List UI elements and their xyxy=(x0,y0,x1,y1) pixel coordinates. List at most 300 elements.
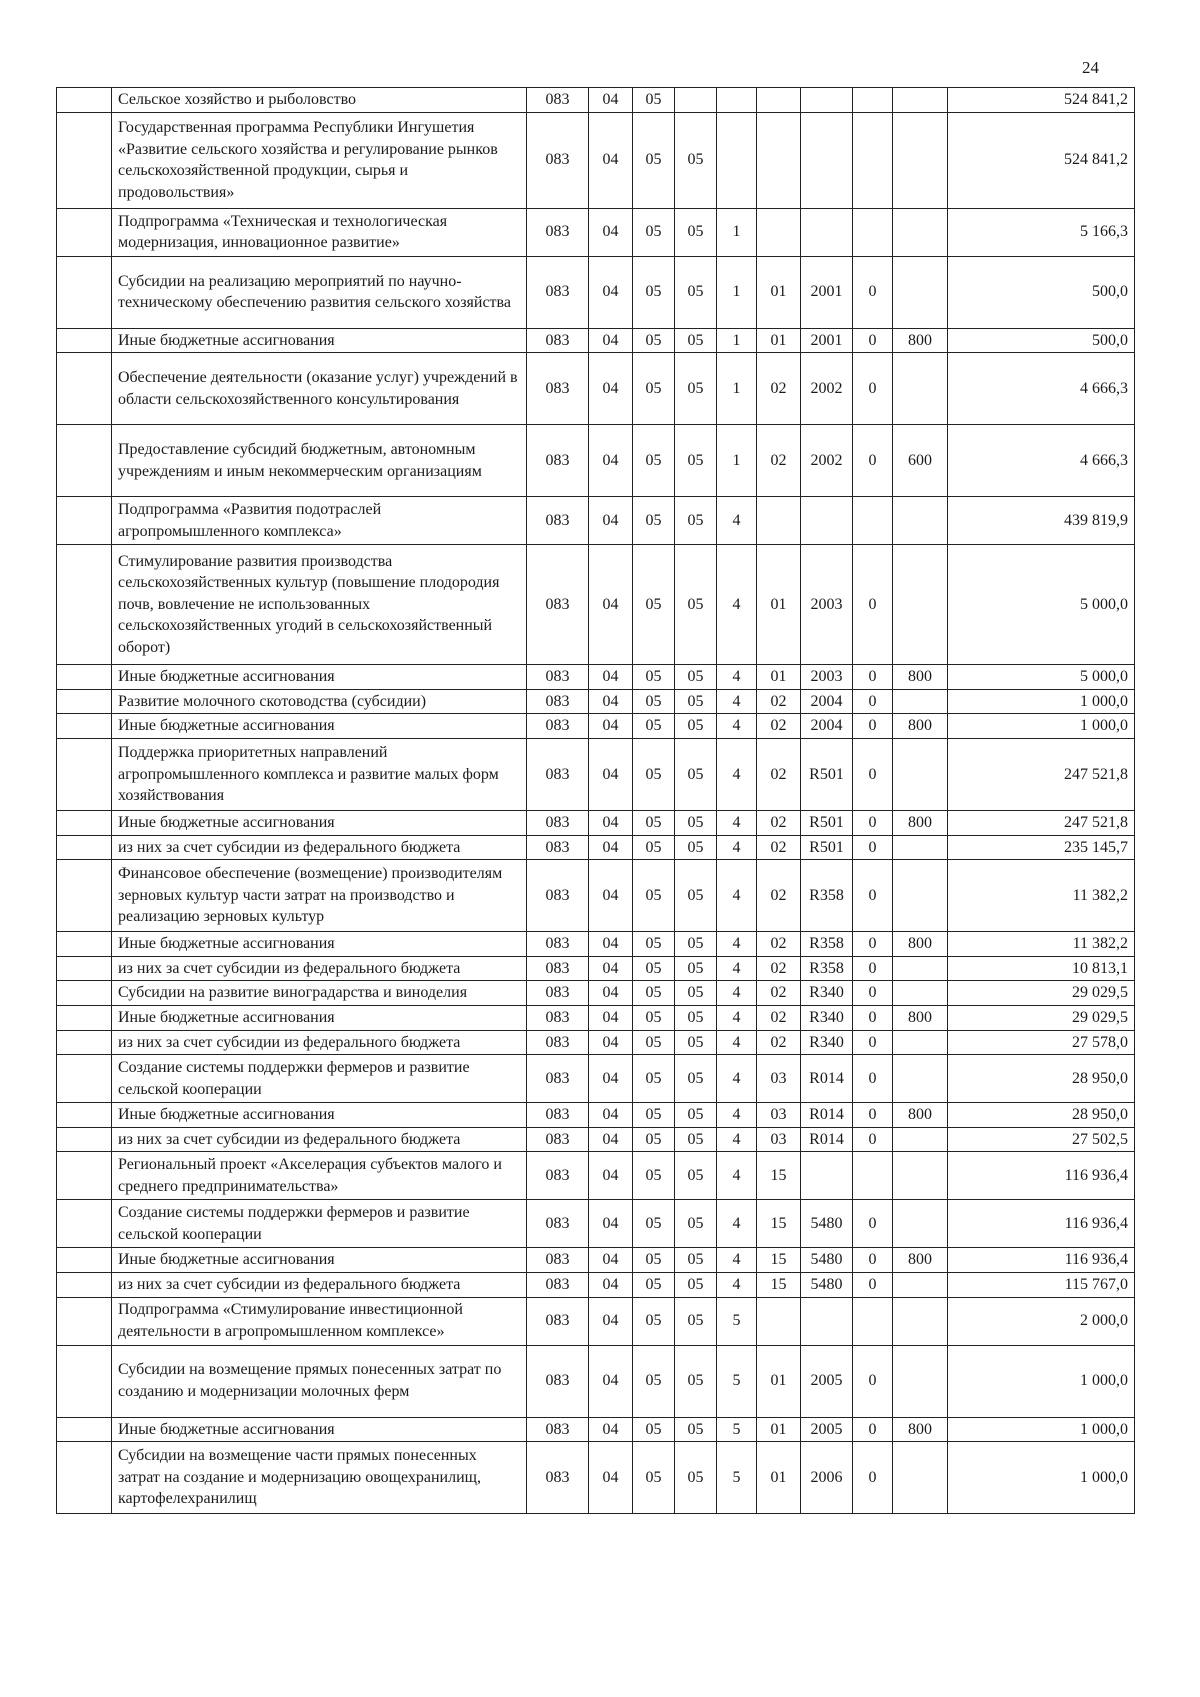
code-cell-c7: 5480 xyxy=(801,1272,853,1297)
code-cell-c7: 2004 xyxy=(801,689,853,714)
code-cell-c9: 800 xyxy=(893,1248,948,1273)
table-row xyxy=(57,1103,1135,1128)
code-cell-c9 xyxy=(893,738,948,810)
code-cell-c5: 4 xyxy=(717,1030,757,1055)
code-cell-c5: 4 xyxy=(717,1248,757,1273)
code-cell-c7: 2003 xyxy=(801,545,853,665)
code-cell-c2: 04 xyxy=(589,1030,633,1055)
code-cell-c2: 04 xyxy=(589,1345,633,1417)
row-index-cell xyxy=(57,1248,112,1273)
code-cell-c2: 04 xyxy=(589,689,633,714)
code-cell-c8: 0 xyxy=(853,425,893,497)
item-name-cell: Субсидии на развитие виноградарства и виноделия xyxy=(112,981,527,1006)
item-name-cell: Обеспечение деятельности (оказание услуг) учреждений в области сельскохозяйственного консультирования xyxy=(112,353,527,425)
code-cell-c2: 04 xyxy=(589,112,633,208)
row-index-cell xyxy=(57,1103,112,1128)
code-cell-c3: 05 xyxy=(633,1297,675,1345)
code-cell-c4: 05 xyxy=(675,112,717,208)
row-index-cell xyxy=(57,835,112,860)
code-cell-c7: 2003 xyxy=(801,665,853,690)
code-cell-c8: 0 xyxy=(853,738,893,810)
table-row xyxy=(57,860,1135,932)
code-cell-c2: 04 xyxy=(589,1200,633,1248)
code-cell-c3: 05 xyxy=(633,88,675,113)
code-cell-c1: 083 xyxy=(527,497,589,545)
budget-table-body xyxy=(57,88,1135,1514)
code-cell-c7: R358 xyxy=(801,956,853,981)
code-cell-c8 xyxy=(853,112,893,208)
row-index-cell xyxy=(57,1030,112,1055)
code-cell-c3: 05 xyxy=(633,714,675,739)
code-cell-c4: 05 xyxy=(675,689,717,714)
code-cell-c9: 800 xyxy=(893,1005,948,1030)
code-cell-c5: 5 xyxy=(717,1345,757,1417)
code-cell-c5: 4 xyxy=(717,545,757,665)
code-cell-c2: 04 xyxy=(589,1297,633,1345)
code-cell-c1: 083 xyxy=(527,1417,589,1442)
code-cell-c5: 5 xyxy=(717,1297,757,1345)
code-cell-c5: 4 xyxy=(717,1127,757,1152)
code-cell-c2: 04 xyxy=(589,860,633,932)
code-cell-c4: 05 xyxy=(675,353,717,425)
code-cell-c9: 800 xyxy=(893,810,948,835)
amount-cell: 524 841,2 xyxy=(948,88,1135,113)
code-cell-c5: 4 xyxy=(717,1005,757,1030)
code-cell-c9: 800 xyxy=(893,714,948,739)
code-cell-c4 xyxy=(675,88,717,113)
amount-cell: 247 521,8 xyxy=(948,738,1135,810)
amount-cell: 1 000,0 xyxy=(948,1417,1135,1442)
code-cell-c6 xyxy=(757,208,801,256)
code-cell-c8: 0 xyxy=(853,1103,893,1128)
table-row xyxy=(57,738,1135,810)
code-cell-c4: 05 xyxy=(675,1442,717,1514)
code-cell-c3: 05 xyxy=(633,1345,675,1417)
item-name-cell: Иные бюджетные ассигнования xyxy=(112,665,527,690)
item-name-cell: из них за счет субсидии из федерального бюджета xyxy=(112,956,527,981)
code-cell-c4: 05 xyxy=(675,738,717,810)
code-cell-c8 xyxy=(853,88,893,113)
code-cell-c7 xyxy=(801,208,853,256)
code-cell-c8: 0 xyxy=(853,810,893,835)
code-cell-c7: 2002 xyxy=(801,353,853,425)
code-cell-c8: 0 xyxy=(853,981,893,1006)
code-cell-c6: 02 xyxy=(757,1030,801,1055)
code-cell-c9 xyxy=(893,497,948,545)
code-cell-c8: 0 xyxy=(853,1030,893,1055)
code-cell-c7: 2001 xyxy=(801,328,853,353)
code-cell-c6: 02 xyxy=(757,425,801,497)
code-cell-c1: 083 xyxy=(527,208,589,256)
code-cell-c8: 0 xyxy=(853,956,893,981)
code-cell-c3: 05 xyxy=(633,497,675,545)
code-cell-c3: 05 xyxy=(633,1152,675,1200)
amount-cell: 439 819,9 xyxy=(948,497,1135,545)
code-cell-c2: 04 xyxy=(589,665,633,690)
code-cell-c3: 05 xyxy=(633,665,675,690)
code-cell-c8: 0 xyxy=(853,353,893,425)
table-row xyxy=(57,956,1135,981)
table-row xyxy=(57,1127,1135,1152)
code-cell-c1: 083 xyxy=(527,353,589,425)
code-cell-c5: 4 xyxy=(717,665,757,690)
code-cell-c6: 02 xyxy=(757,956,801,981)
budget-table xyxy=(56,87,1135,1514)
code-cell-c3: 05 xyxy=(633,1005,675,1030)
code-cell-c1: 083 xyxy=(527,714,589,739)
item-name-cell: Финансовое обеспечение (возмещение) производителям зерновых культур части затрат на производство и реализацию зерновых культур xyxy=(112,860,527,932)
code-cell-c8: 0 xyxy=(853,1272,893,1297)
code-cell-c2: 04 xyxy=(589,545,633,665)
code-cell-c6: 01 xyxy=(757,1345,801,1417)
item-name-cell: Создание системы поддержки фермеров и развитие сельской кооперации xyxy=(112,1200,527,1248)
row-index-cell xyxy=(57,1152,112,1200)
code-cell-c5 xyxy=(717,88,757,113)
amount-cell: 29 029,5 xyxy=(948,1005,1135,1030)
code-cell-c3: 05 xyxy=(633,956,675,981)
table-row xyxy=(57,1030,1135,1055)
code-cell-c9 xyxy=(893,689,948,714)
code-cell-c3: 05 xyxy=(633,1417,675,1442)
row-index-cell xyxy=(57,425,112,497)
code-cell-c3: 05 xyxy=(633,545,675,665)
code-cell-c9: 800 xyxy=(893,1103,948,1128)
code-cell-c1: 083 xyxy=(527,1103,589,1128)
row-index-cell xyxy=(57,1272,112,1297)
amount-cell: 10 813,1 xyxy=(948,956,1135,981)
amount-cell: 5 000,0 xyxy=(948,545,1135,665)
code-cell-c2: 04 xyxy=(589,328,633,353)
row-index-cell xyxy=(57,932,112,957)
code-cell-c2: 04 xyxy=(589,353,633,425)
amount-cell: 27 502,5 xyxy=(948,1127,1135,1152)
code-cell-c1: 083 xyxy=(527,689,589,714)
row-index-cell xyxy=(57,714,112,739)
row-index-cell xyxy=(57,497,112,545)
code-cell-c3: 05 xyxy=(633,1103,675,1128)
table-row xyxy=(57,1345,1135,1417)
code-cell-c6: 02 xyxy=(757,714,801,739)
code-cell-c6: 01 xyxy=(757,328,801,353)
row-index-cell xyxy=(57,112,112,208)
code-cell-c5: 4 xyxy=(717,1055,757,1103)
code-cell-c6: 02 xyxy=(757,689,801,714)
table-row xyxy=(57,88,1135,113)
row-index-cell xyxy=(57,860,112,932)
code-cell-c6: 15 xyxy=(757,1200,801,1248)
code-cell-c1: 083 xyxy=(527,328,589,353)
code-cell-c3: 05 xyxy=(633,425,675,497)
code-cell-c2: 04 xyxy=(589,1152,633,1200)
item-name-cell: Сельское хозяйство и рыболовство xyxy=(112,88,527,113)
table-row xyxy=(57,714,1135,739)
code-cell-c1: 083 xyxy=(527,1345,589,1417)
code-cell-c5: 1 xyxy=(717,256,757,328)
code-cell-c2: 04 xyxy=(589,1005,633,1030)
table-row xyxy=(57,208,1135,256)
item-name-cell: Развитие молочного скотоводства (субсидии) xyxy=(112,689,527,714)
item-name-cell: Иные бюджетные ассигнования xyxy=(112,810,527,835)
table-row xyxy=(57,545,1135,665)
code-cell-c9 xyxy=(893,353,948,425)
code-cell-c2: 04 xyxy=(589,1417,633,1442)
code-cell-c5: 4 xyxy=(717,932,757,957)
code-cell-c4: 05 xyxy=(675,1152,717,1200)
code-cell-c9 xyxy=(893,256,948,328)
item-name-cell: Иные бюджетные ассигнования xyxy=(112,1103,527,1128)
code-cell-c9 xyxy=(893,981,948,1006)
code-cell-c5: 1 xyxy=(717,353,757,425)
code-cell-c7: R501 xyxy=(801,738,853,810)
code-cell-c6 xyxy=(757,88,801,113)
code-cell-c1: 083 xyxy=(527,860,589,932)
table-row xyxy=(57,353,1135,425)
code-cell-c2: 04 xyxy=(589,932,633,957)
code-cell-c6: 03 xyxy=(757,1127,801,1152)
code-cell-c6 xyxy=(757,112,801,208)
code-cell-c7: R014 xyxy=(801,1103,853,1128)
code-cell-c5: 4 xyxy=(717,1152,757,1200)
amount-cell: 247 521,8 xyxy=(948,810,1135,835)
code-cell-c5: 4 xyxy=(717,810,757,835)
code-cell-c9 xyxy=(893,112,948,208)
code-cell-c3: 05 xyxy=(633,1248,675,1273)
code-cell-c2: 04 xyxy=(589,1127,633,1152)
amount-cell: 1 000,0 xyxy=(948,714,1135,739)
item-name-cell: Иные бюджетные ассигнования xyxy=(112,714,527,739)
code-cell-c3: 05 xyxy=(633,932,675,957)
code-cell-c8 xyxy=(853,1297,893,1345)
code-cell-c8: 0 xyxy=(853,1442,893,1514)
code-cell-c4: 05 xyxy=(675,1272,717,1297)
code-cell-c1: 083 xyxy=(527,88,589,113)
code-cell-c8: 0 xyxy=(853,1248,893,1273)
table-row xyxy=(57,328,1135,353)
table-row xyxy=(57,810,1135,835)
table-row xyxy=(57,497,1135,545)
code-cell-c3: 05 xyxy=(633,1200,675,1248)
amount-cell: 27 578,0 xyxy=(948,1030,1135,1055)
table-row xyxy=(57,112,1135,208)
table-row xyxy=(57,1152,1135,1200)
code-cell-c7: R340 xyxy=(801,1005,853,1030)
item-name-cell: Иные бюджетные ассигнования xyxy=(112,1248,527,1273)
code-cell-c7: 2001 xyxy=(801,256,853,328)
code-cell-c8: 0 xyxy=(853,545,893,665)
item-name-cell: Иные бюджетные ассигнования xyxy=(112,1417,527,1442)
code-cell-c5: 1 xyxy=(717,208,757,256)
code-cell-c9 xyxy=(893,1442,948,1514)
item-name-cell: Иные бюджетные ассигнования xyxy=(112,1005,527,1030)
item-name-cell: Предоставление субсидий бюджетным, автономным учреждениям и иным некоммерческим организациям xyxy=(112,425,527,497)
code-cell-c4: 05 xyxy=(675,714,717,739)
code-cell-c7: 2005 xyxy=(801,1345,853,1417)
code-cell-c8 xyxy=(853,497,893,545)
code-cell-c6: 01 xyxy=(757,1417,801,1442)
code-cell-c2: 04 xyxy=(589,738,633,810)
code-cell-c9 xyxy=(893,1030,948,1055)
item-name-cell: Государственная программа Республики Ингушетия «Развитие сельского хозяйства и регулирование рынков сельскохозяйственной продукции, сырья и продовольствия» xyxy=(112,112,527,208)
code-cell-c6: 03 xyxy=(757,1055,801,1103)
code-cell-c8 xyxy=(853,208,893,256)
code-cell-c4: 05 xyxy=(675,1055,717,1103)
code-cell-c6: 01 xyxy=(757,256,801,328)
code-cell-c7: 2004 xyxy=(801,714,853,739)
code-cell-c9: 800 xyxy=(893,665,948,690)
code-cell-c9 xyxy=(893,860,948,932)
code-cell-c6: 02 xyxy=(757,810,801,835)
item-name-cell: из них за счет субсидии из федерального бюджета xyxy=(112,1272,527,1297)
code-cell-c1: 083 xyxy=(527,1152,589,1200)
code-cell-c2: 04 xyxy=(589,208,633,256)
code-cell-c8: 0 xyxy=(853,1127,893,1152)
code-cell-c5: 4 xyxy=(717,738,757,810)
code-cell-c7 xyxy=(801,1297,853,1345)
code-cell-c7: 5480 xyxy=(801,1200,853,1248)
code-cell-c4: 05 xyxy=(675,1103,717,1128)
code-cell-c2: 04 xyxy=(589,835,633,860)
amount-cell: 524 841,2 xyxy=(948,112,1135,208)
amount-cell: 500,0 xyxy=(948,256,1135,328)
code-cell-c5: 4 xyxy=(717,956,757,981)
code-cell-c7: R340 xyxy=(801,981,853,1006)
code-cell-c1: 083 xyxy=(527,1248,589,1273)
code-cell-c7: R501 xyxy=(801,810,853,835)
amount-cell: 4 666,3 xyxy=(948,425,1135,497)
table-row xyxy=(57,689,1135,714)
code-cell-c1: 083 xyxy=(527,1030,589,1055)
amount-cell: 4 666,3 xyxy=(948,353,1135,425)
code-cell-c8: 0 xyxy=(853,1200,893,1248)
code-cell-c2: 04 xyxy=(589,1248,633,1273)
code-cell-c9 xyxy=(893,1345,948,1417)
item-name-cell: Поддержка приоритетных направлений агропромышленного комплекса и развитие малых форм хозяйствования xyxy=(112,738,527,810)
code-cell-c3: 05 xyxy=(633,981,675,1006)
amount-cell: 5 000,0 xyxy=(948,665,1135,690)
code-cell-c9: 800 xyxy=(893,932,948,957)
amount-cell: 500,0 xyxy=(948,328,1135,353)
code-cell-c5: 4 xyxy=(717,1272,757,1297)
row-index-cell xyxy=(57,1127,112,1152)
code-cell-c5: 1 xyxy=(717,425,757,497)
code-cell-c3: 05 xyxy=(633,738,675,810)
code-cell-c3: 05 xyxy=(633,353,675,425)
code-cell-c9 xyxy=(893,1200,948,1248)
code-cell-c5: 4 xyxy=(717,714,757,739)
code-cell-c1: 083 xyxy=(527,1200,589,1248)
code-cell-c4: 05 xyxy=(675,328,717,353)
row-index-cell xyxy=(57,256,112,328)
code-cell-c7 xyxy=(801,497,853,545)
table-row xyxy=(57,835,1135,860)
code-cell-c8: 0 xyxy=(853,860,893,932)
code-cell-c2: 04 xyxy=(589,1272,633,1297)
row-index-cell xyxy=(57,1005,112,1030)
row-index-cell xyxy=(57,1345,112,1417)
code-cell-c3: 05 xyxy=(633,810,675,835)
code-cell-c4: 05 xyxy=(675,1297,717,1345)
amount-cell: 1 000,0 xyxy=(948,1345,1135,1417)
page-number: 24 xyxy=(1082,58,1099,77)
table-row xyxy=(57,1248,1135,1273)
item-name-cell: Подпрограмма «Стимулирование инвестиционной деятельности в агропромышленном комплексе» xyxy=(112,1297,527,1345)
table-row xyxy=(57,1417,1135,1442)
code-cell-c1: 083 xyxy=(527,256,589,328)
code-cell-c5: 4 xyxy=(717,689,757,714)
code-cell-c4: 05 xyxy=(675,956,717,981)
code-cell-c7: R358 xyxy=(801,932,853,957)
table-row xyxy=(57,665,1135,690)
amount-cell: 1 000,0 xyxy=(948,689,1135,714)
code-cell-c5: 4 xyxy=(717,1200,757,1248)
code-cell-c6: 02 xyxy=(757,981,801,1006)
code-cell-c2: 04 xyxy=(589,1442,633,1514)
code-cell-c9 xyxy=(893,1055,948,1103)
code-cell-c6: 02 xyxy=(757,860,801,932)
code-cell-c3: 05 xyxy=(633,860,675,932)
code-cell-c7: 2002 xyxy=(801,425,853,497)
row-index-cell xyxy=(57,1297,112,1345)
code-cell-c4: 05 xyxy=(675,208,717,256)
item-name-cell: Субсидии на возмещение прямых понесенных затрат по созданию и модернизации молочных ферм xyxy=(112,1345,527,1417)
row-index-cell xyxy=(57,665,112,690)
code-cell-c3: 05 xyxy=(633,208,675,256)
amount-cell: 2 000,0 xyxy=(948,1297,1135,1345)
amount-cell: 28 950,0 xyxy=(948,1103,1135,1128)
code-cell-c1: 083 xyxy=(527,1442,589,1514)
code-cell-c6: 15 xyxy=(757,1248,801,1273)
row-index-cell xyxy=(57,738,112,810)
code-cell-c7: R501 xyxy=(801,835,853,860)
table-row xyxy=(57,981,1135,1006)
code-cell-c4: 05 xyxy=(675,1127,717,1152)
code-cell-c1: 083 xyxy=(527,956,589,981)
item-name-cell: Иные бюджетные ассигнования xyxy=(112,328,527,353)
code-cell-c9 xyxy=(893,1127,948,1152)
code-cell-c4: 05 xyxy=(675,545,717,665)
code-cell-c1: 083 xyxy=(527,1272,589,1297)
item-name-cell: Субсидии на возмещение части прямых понесенных затрат на создание и модернизацию овощехранилищ, картофелехранилищ xyxy=(112,1442,527,1514)
code-cell-c8: 0 xyxy=(853,1345,893,1417)
code-cell-c8: 0 xyxy=(853,328,893,353)
code-cell-c1: 083 xyxy=(527,932,589,957)
code-cell-c6 xyxy=(757,497,801,545)
table-row xyxy=(57,1200,1135,1248)
code-cell-c1: 083 xyxy=(527,738,589,810)
code-cell-c1: 083 xyxy=(527,981,589,1006)
code-cell-c4: 05 xyxy=(675,860,717,932)
code-cell-c5: 5 xyxy=(717,1442,757,1514)
code-cell-c9 xyxy=(893,88,948,113)
item-name-cell: из них за счет субсидии из федерального бюджета xyxy=(112,1127,527,1152)
code-cell-c1: 083 xyxy=(527,665,589,690)
item-name-cell: Субсидии на реализацию мероприятий по научно-техническому обеспечению развития сельского хозяйства xyxy=(112,256,527,328)
amount-cell: 29 029,5 xyxy=(948,981,1135,1006)
code-cell-c8 xyxy=(853,1152,893,1200)
table-row xyxy=(57,1005,1135,1030)
code-cell-c2: 04 xyxy=(589,956,633,981)
code-cell-c5: 5 xyxy=(717,1417,757,1442)
code-cell-c4: 05 xyxy=(675,1200,717,1248)
code-cell-c1: 083 xyxy=(527,112,589,208)
row-index-cell xyxy=(57,328,112,353)
code-cell-c2: 04 xyxy=(589,88,633,113)
code-cell-c5: 4 xyxy=(717,860,757,932)
amount-cell: 11 382,2 xyxy=(948,932,1135,957)
table-row xyxy=(57,1272,1135,1297)
code-cell-c8: 0 xyxy=(853,1417,893,1442)
code-cell-c7: R014 xyxy=(801,1055,853,1103)
